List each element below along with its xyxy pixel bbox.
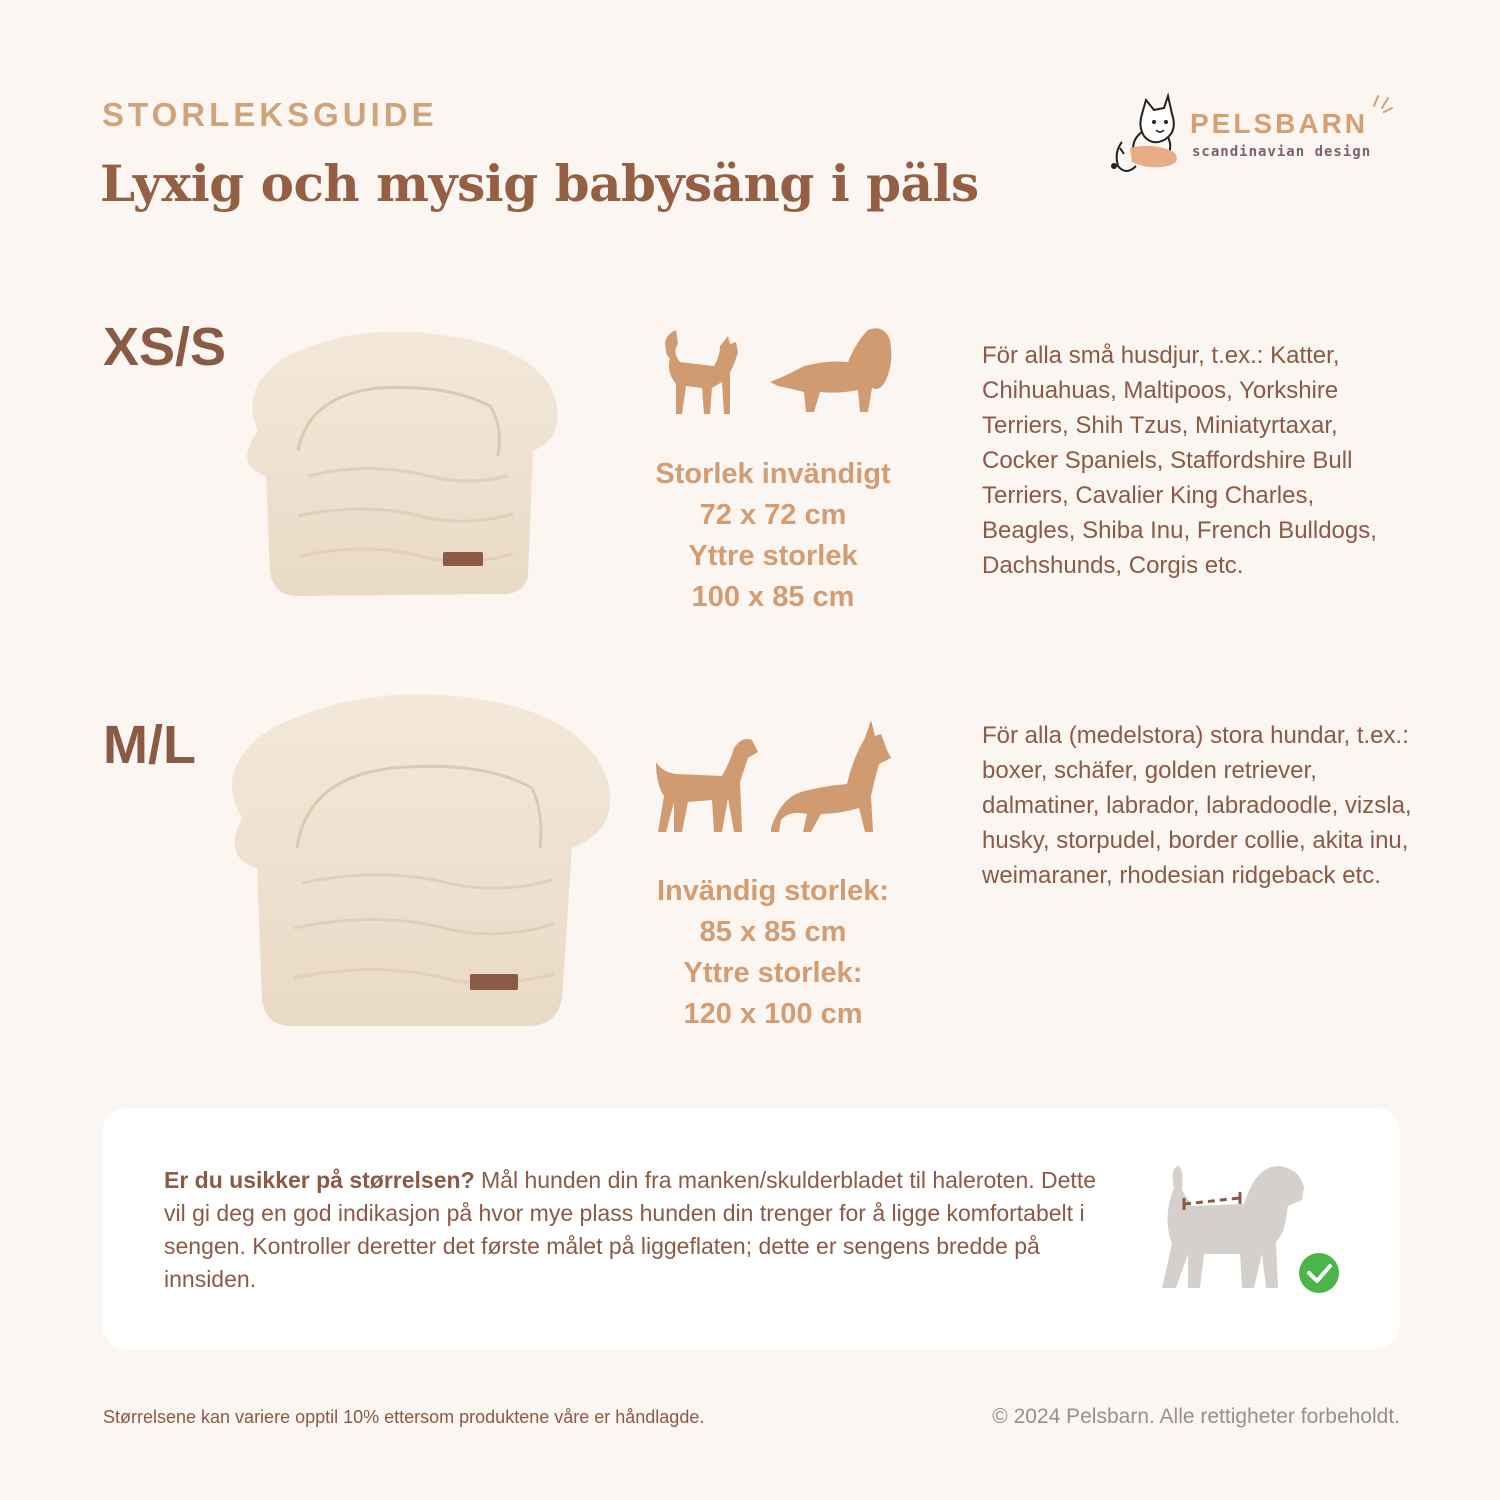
chihuahua-silhouette-icon [658, 322, 744, 418]
size-label-m-l: M/L [103, 715, 196, 775]
size-label-xs-s: XS/S [103, 317, 227, 377]
labrador-silhouette-icon [652, 718, 760, 836]
page-title: Lyxig och mysig babysäng i päls [100, 154, 979, 213]
outer-size-value: 120 x 100 cm [683, 998, 863, 1030]
inside-size-label: Invändig storlek: [656, 875, 890, 907]
tip-lead: Er du usikker på størrelsen? [164, 1167, 475, 1193]
inside-size-value: 72 x 72 cm [699, 499, 847, 531]
copyright: © 2024 Pelsbarn. Alle rettigheter forbeholdt. [992, 1405, 1400, 1428]
dims-xs-s [613, 454, 933, 618]
breeds-xs-s: För alla små husdjur, t.ex.: Katter, Chihuahuas, Maltipoos, Yorkshire Terriers, Shih Tzus, Miniatyrtaxar, Cocker Spaniels, Staffordshire Bull Terriers, Cavalier King Charles, Beagles, Shiba Inu, French Bulldogs, Dachshunds, Corgis etc. [982, 342, 1377, 579]
measured-dog-icon [1152, 1158, 1352, 1303]
sparkle-icon [1370, 92, 1394, 116]
inside-size-value: 85 x 85 cm [699, 916, 847, 948]
small-dog-silhouettes [658, 322, 894, 422]
tip-body: Mål hunden din fra manken/skulderbladet til haleroten. Dette vil gi deg en god indikasjon på hvor mye plass hunden din trenger for å ligge komfortabelt i sengen. Kontroller deretter det første målet på liggeflaten; dette er sengens bredde på innsiden. [164, 1167, 1096, 1292]
cat-dog-logo-icon [1108, 92, 1188, 182]
inside-size-label: Storlek invändigt [655, 458, 891, 490]
dims-m-l [613, 871, 933, 1035]
pelsbarn-logo [1108, 92, 1408, 182]
outer-size-label: Yttre storlek: [683, 957, 863, 989]
tip-text [164, 1164, 1114, 1296]
bed-m-l-image [212, 688, 617, 1028]
storleksguide-kicker: STORLEKSGUIDE [102, 96, 438, 133]
large-dog-silhouettes [652, 718, 897, 836]
german-shepherd-silhouette-icon [767, 718, 893, 836]
outer-size-value: 100 x 85 cm [691, 581, 855, 613]
breeds-m-l: För alla (medelstora) stora hundar, t.ex.: boxer, schäfer, golden retriever, dalmatiner, labrador, labradoodle, vizsla, husky, storpudel, border collie, akita inu, weimaraner, rhodesian ridgeback etc. [982, 722, 1412, 889]
footer-note: Størrelsene kan variere opptil 10% ettersom produktene våre er håndlagde. [103, 1407, 705, 1427]
size-tip-card [102, 1108, 1400, 1349]
cocker-spaniel-silhouette-icon [768, 322, 894, 414]
logo-tagline: scandinavian design [1192, 144, 1372, 160]
bed-xs-s-image [228, 326, 568, 601]
check-icon [1299, 1253, 1339, 1293]
logo-wordmark: PELSBARN [1190, 108, 1369, 139]
outer-size-label: Yttre storlek [688, 540, 858, 572]
